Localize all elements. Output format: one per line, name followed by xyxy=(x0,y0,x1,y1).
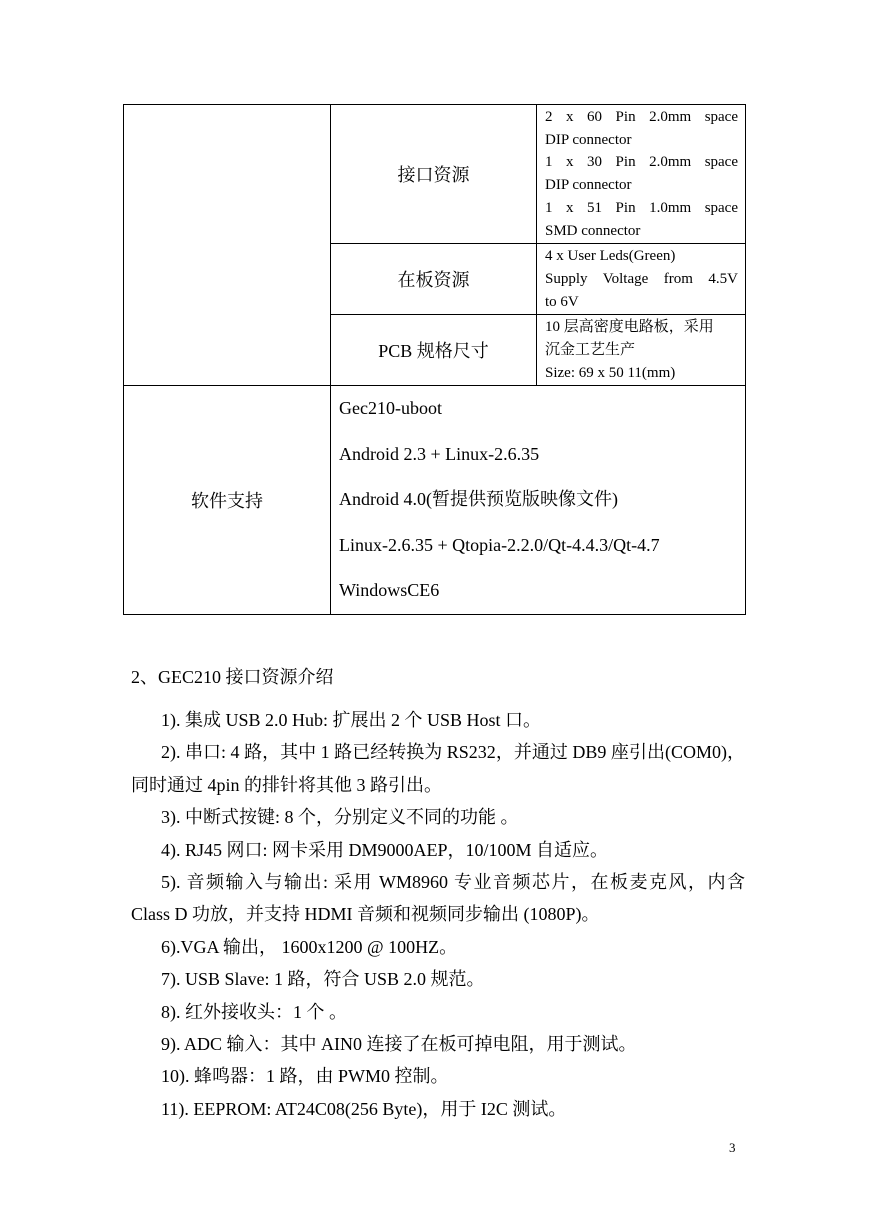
detail-line: Supply Voltage from 4.5V xyxy=(545,270,738,287)
detail-line: to 6V xyxy=(545,293,579,310)
list-item: 9). ADC 输入：其中 AIN0 连接了在板可掉电阻，用于测试。 xyxy=(161,1034,637,1055)
detail-line: DIP connector xyxy=(545,131,632,148)
list-item: 10). 蜂鸣器：1 路，由 PWM0 控制。 xyxy=(161,1066,449,1087)
row-label-interface: 接口资源 xyxy=(331,105,537,244)
software-list xyxy=(331,386,746,615)
detail-line: 10 层高密度电路板，采用 xyxy=(545,319,714,336)
section-title: 2、GEC210 接口资源介绍 xyxy=(131,667,334,687)
list-item: 5). 音频输入与输出: 采用 WM8960 专业音频芯片，在板麦克风，内含 Class D 功放，并支持 HDMI 音频和视频同步输出 (1080P)。 xyxy=(131,872,745,925)
software-item: Gec210-uboot xyxy=(339,398,442,419)
list-item: 1). 集成 USB 2.0 Hub: 扩展出 2 个 USB Host 口。 xyxy=(161,710,542,730)
list-item: 4). RJ45 网口: 网卡采用 DM9000AEP，10/100M 自适应。 xyxy=(161,839,609,860)
page-number: 3 xyxy=(729,1140,736,1155)
detail-line: 2 x 60 Pin 2.0mm space xyxy=(545,109,738,125)
list-item: 8). 红外接收头：1 个 。 xyxy=(161,1001,347,1022)
row-detail-pcb xyxy=(537,315,746,386)
software-item: WindowsCE6 xyxy=(339,580,440,601)
row-label-software: 软件支持 xyxy=(124,386,331,615)
hardware-empty-cell xyxy=(124,105,331,386)
row-detail-interface xyxy=(537,105,746,244)
detail-line: 1 x 51 Pin 1.0mm space xyxy=(545,199,738,216)
list-item: 11). EEPROM: AT24C08(256 Byte)，用于 I2C 测试。 xyxy=(161,1098,567,1119)
table-row xyxy=(124,105,746,244)
interface-list xyxy=(131,704,745,1125)
row-label-onboard: 在板资源 xyxy=(331,244,537,315)
spec-table xyxy=(123,104,746,615)
list-item: 3). 中断式按键: 8 个，分别定义不同的功能 。 xyxy=(161,807,519,828)
list-item: 7). USB Slave: 1 路，符合 USB 2.0 规范。 xyxy=(161,969,485,990)
row-detail-onboard xyxy=(537,244,746,315)
list-item: 6).VGA 输出， 1600x1200 @ 100HZ。 xyxy=(161,936,458,957)
detail-line: DIP connector xyxy=(545,177,632,194)
row-label-pcb: PCB 规格尺寸 xyxy=(331,315,537,386)
detail-line: SMD connector xyxy=(545,222,641,239)
detail-line: 4 x User Leds(Green) xyxy=(545,248,676,265)
software-item: Linux-2.6.35 + Qtopia-2.2.0/Qt-4.4.3/Qt-4.7 xyxy=(339,534,660,555)
table-row xyxy=(124,386,746,615)
software-item: Android 2.3 + Linux-2.6.35 xyxy=(339,443,540,464)
list-item: 2). 串口: 4 路，其中 1 路已经转换为 RS232，并通过 DB9 座引出(COM0)，同时通过 4pin 的排针将其他 3 路引出。 xyxy=(131,742,745,795)
software-item: Android 4.0(暂提供预览版映像文件) xyxy=(339,489,618,510)
detail-line: Size: 69 x 50 11(mm) xyxy=(545,364,676,381)
detail-line: 沉金工艺生产 xyxy=(545,342,636,359)
detail-line: 1 x 30 Pin 2.0mm space xyxy=(545,154,738,171)
